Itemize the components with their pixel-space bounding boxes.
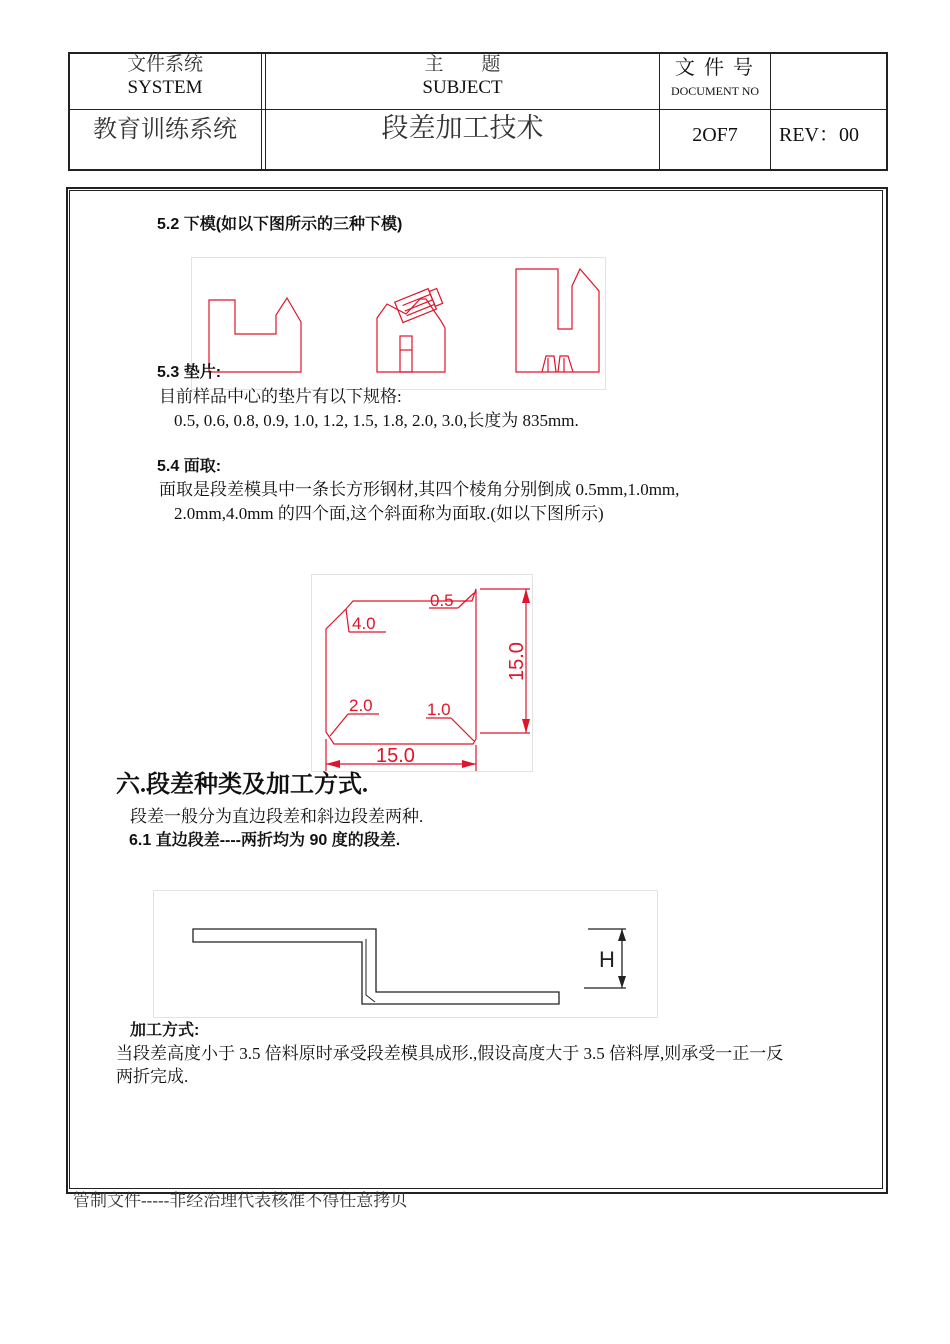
page-number: 2OF7: [692, 124, 738, 146]
system-label: 文件系统 SYSTEM: [126, 54, 203, 98]
docno-label: 文 件 号 DOCUMENT NO: [670, 57, 760, 98]
section-6-line1: 段差一般分为直边段差和斜边段差两种.: [130, 807, 424, 826]
section-5-4-line2: 2.0mm,4.0mm 的四个面,这个斜面称为面取.(如以下图所示): [174, 504, 604, 523]
header-col-divider: [770, 52, 771, 169]
footer-note: 管制文件-----非经治理代表核准不得任意拷贝: [73, 1191, 408, 1210]
section-6-title: 六.段差种类及加工方式.: [116, 772, 368, 798]
chamfer-dim-width: 15.0: [376, 745, 415, 767]
straight-step-drawing: [154, 891, 657, 1017]
lower-dies-drawing: [192, 258, 605, 389]
straight-step-figure: [153, 890, 658, 1018]
revision: REV：00: [779, 124, 859, 146]
lower-dies-figure: [191, 257, 606, 390]
method-title: 加工方式:: [130, 1022, 200, 1039]
chamfer-label-0-5: 0.5: [430, 591, 454, 610]
subject-value: 段差加工技术: [381, 113, 544, 143]
section-6-1-title: 6.1 直边段差----两折均为 90 度的段差.: [129, 832, 401, 849]
die-3-outline: [516, 269, 599, 372]
section-5-4-line1: 面取是段差模具中一条长方形钢材,其四个棱角分别倒成 0.5mm,1.0mm,: [159, 480, 680, 499]
method-line2: 两折完成.: [116, 1067, 189, 1086]
header-table: [68, 52, 886, 169]
section-5-3-line1: 目前样品中心的垫片有以下规格:: [159, 387, 402, 406]
chamfer-label-2-0: 2.0: [349, 696, 373, 715]
die-3-shim-right: [558, 356, 573, 372]
system-value: 教育训练系统: [93, 117, 237, 143]
die-3-shim-left: [542, 356, 556, 372]
subject-label: 主 题 SUBJECT: [422, 54, 503, 98]
chamfer-label-1-0: 1.0: [427, 700, 451, 719]
step-part-outline: [193, 929, 559, 1004]
die-2-slot: [400, 336, 412, 372]
chamfer-figure: [311, 574, 533, 772]
section-5-3-line2: 0.5, 0.6, 0.8, 0.9, 1.0, 1.2, 1.5, 1.8, 2.0, 3.0,长度为 835mm.: [174, 411, 579, 430]
chamfer-drawing: [312, 575, 532, 771]
die-1-outline: [209, 298, 301, 372]
section-5-4-title: 5.4 面取:: [157, 458, 222, 475]
section-5-3-title: 5.3 垫片:: [157, 364, 222, 381]
method-line1: 当段差高度小于 3.5 倍料原时承受段差模具成形.,假设高度大于 3.5 倍料厚,则承受一正一反: [116, 1044, 784, 1063]
step-height-label: H: [599, 947, 615, 972]
chamfer-dim-height: 15.0: [506, 642, 528, 681]
header-row-divider: [68, 109, 886, 110]
section-5-2-title: 5.2 下模(如以下图所示的三种下模): [157, 216, 403, 233]
chamfer-label-4-0: 4.0: [352, 614, 376, 633]
die-2-punch: [395, 286, 444, 323]
